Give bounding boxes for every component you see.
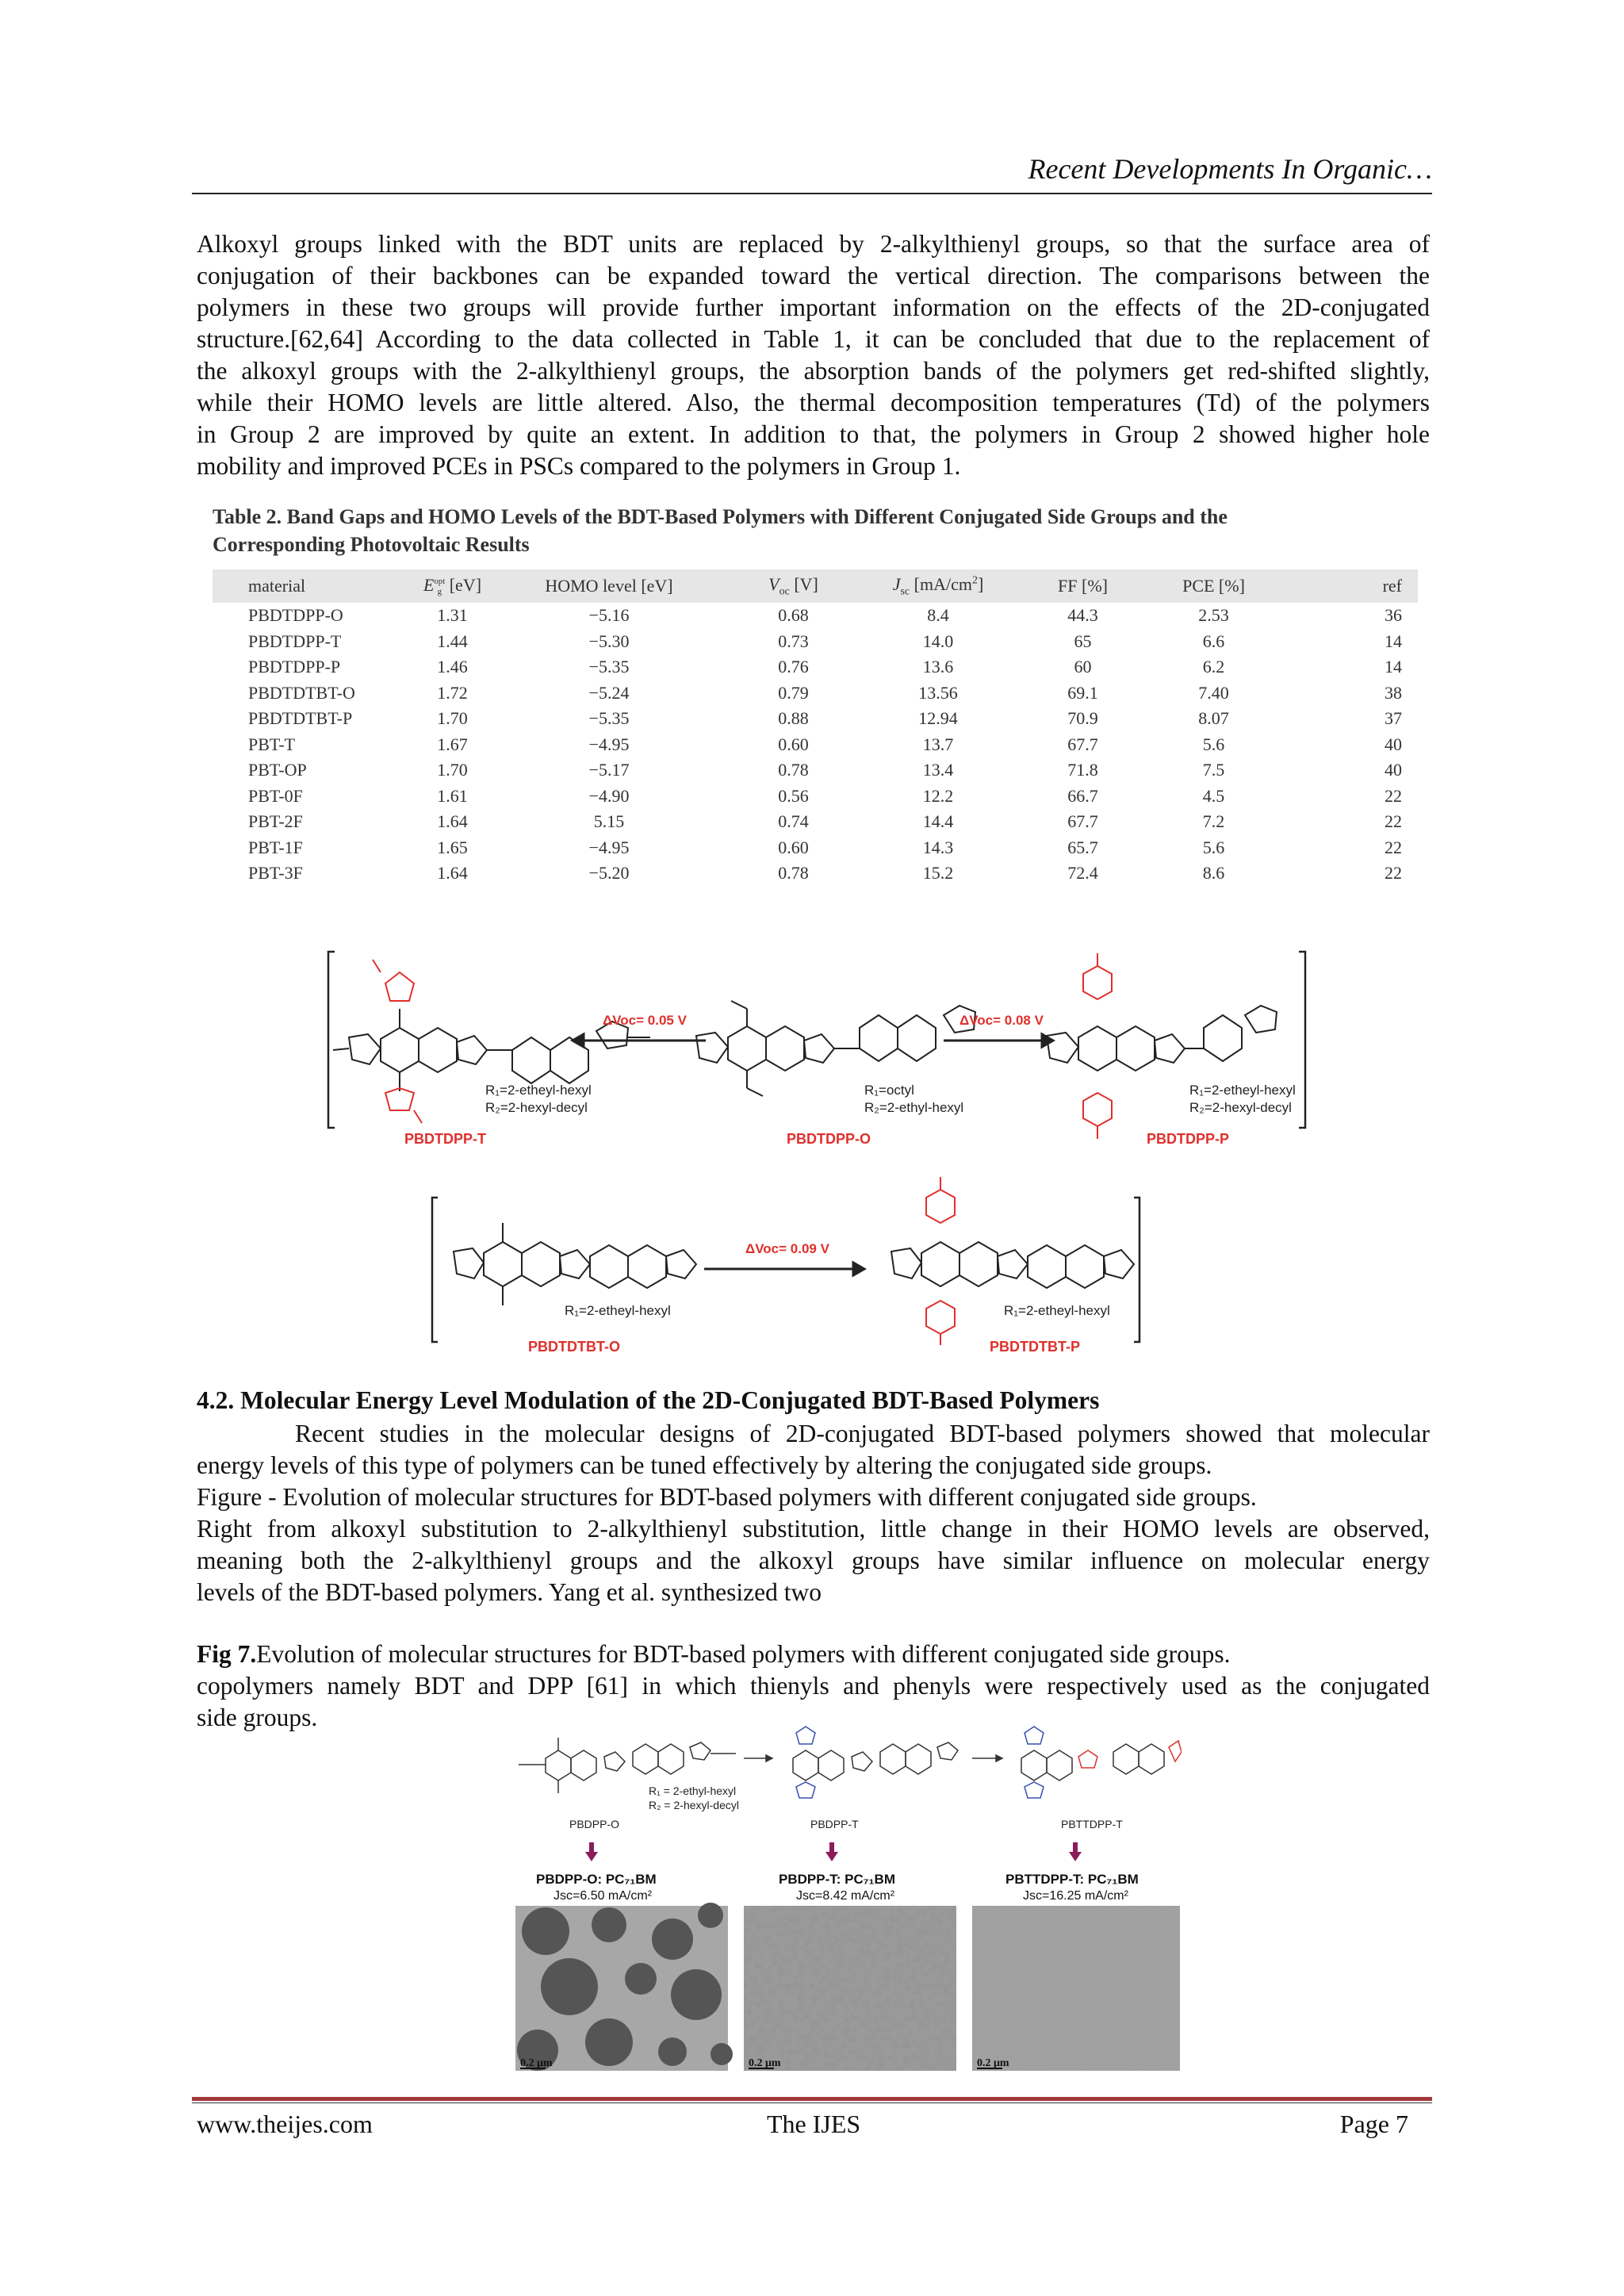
- r-group-definition: R₁=2-etheyl-hexyl: [1189, 1083, 1296, 1098]
- r-group-definition: R₁=octyl: [864, 1083, 914, 1098]
- table-cell: PBDTDPP-O: [248, 605, 343, 626]
- table-cell: 15.2: [922, 863, 954, 884]
- subscript: g: [437, 586, 442, 596]
- r-group-definition: R₂=2-hexyl-decyl: [1189, 1100, 1292, 1115]
- text-line: mobility and improved PCEs in PSCs compared to the polymers in Group 1.: [197, 452, 961, 480]
- text-line: structure.[62,64] According to the data collected in Table 1, it can be concluded that due to the replacement of: [197, 325, 1430, 353]
- polymer-name: PBDTDPP-O: [787, 1131, 871, 1147]
- col-header-material: material: [213, 569, 415, 603]
- table-cell: 6.2: [1202, 657, 1225, 677]
- table-row: [213, 680, 1418, 707]
- table-cell: −5.17: [588, 760, 630, 780]
- text-line: meaning both the 2-alkylthienyl groups and the alkoxyl groups have similar influence on molecular energy: [197, 1547, 1430, 1574]
- r-group-definition: R₂ = 2-hexyl-decyl: [649, 1799, 739, 1811]
- table-row: [213, 809, 1418, 835]
- bracket-left-2: [432, 1198, 438, 1342]
- table-cell: 0.76: [778, 657, 809, 677]
- col-header-homo: HOMO level [eV]: [490, 569, 728, 603]
- table-cell: 22: [1385, 811, 1402, 832]
- col-header-jsc-unit-close: ]: [977, 573, 984, 594]
- table-cell: 40: [1385, 734, 1402, 754]
- table-cell: 71.8: [1067, 760, 1098, 780]
- table-cell: 8.6: [1202, 863, 1225, 884]
- table-cell: 1.31: [437, 605, 468, 626]
- col-header-voc: [728, 569, 859, 603]
- table-caption: [213, 503, 1418, 558]
- table-cell: 66.7: [1067, 785, 1098, 806]
- header-rule: [192, 193, 1432, 194]
- blend-label: PBTTDPP-T: PC₇₁BM: [1005, 1872, 1139, 1887]
- section-heading: 4.2. Molecular Energy Level Modulation of the 2D-Conjugated BDT-Based Polymers: [197, 1386, 1100, 1414]
- table-cell: 12.94: [918, 708, 958, 729]
- col-header-ff: FF [%]: [1017, 569, 1148, 603]
- figure-label: Fig 7.: [197, 1640, 257, 1668]
- bracket-right: [1299, 952, 1305, 1128]
- structure-pbdtdtbt-p: [891, 1177, 1134, 1345]
- text-line: while their HOMO levels are little altered. Also, the thermal decomposition temperatures (Td) of the polymers: [197, 389, 1430, 416]
- table-cell: 1.46: [437, 657, 468, 677]
- superscript: 2: [971, 574, 978, 587]
- table-cell: −4.95: [588, 734, 630, 754]
- text-line: in Group 2 are improved by quite an extent. In addition to that, the polymers in Group 2 showed higher hole: [197, 420, 1430, 448]
- table-cell: −5.35: [588, 708, 630, 729]
- subscript: oc: [779, 585, 790, 598]
- table-cell: 38: [1385, 682, 1402, 703]
- table-cell: PBT-3F: [248, 863, 303, 884]
- table-cell: 14: [1385, 657, 1402, 677]
- table-cell: 36: [1385, 605, 1402, 626]
- table-cell: 69.1: [1067, 682, 1098, 703]
- polymer-name: PBDPP-T: [810, 1818, 859, 1830]
- subscript: sc: [900, 585, 910, 598]
- table-caption-line: Corresponding Photovoltaic Results: [213, 533, 530, 556]
- table-cell: 5.6: [1202, 837, 1225, 857]
- table-row: [213, 835, 1418, 861]
- table-cell: 4.5: [1202, 785, 1225, 806]
- table-cell: PBDTDPP-P: [248, 657, 341, 677]
- table-body: [213, 603, 1418, 887]
- table-row: [213, 784, 1418, 810]
- structure-pbdpp-t: [793, 1727, 958, 1798]
- polymer-structure-scheme: [317, 936, 1316, 1356]
- table-cell: PBDTDPP-T: [248, 631, 342, 651]
- footer-website: www.theijes.com: [197, 2110, 373, 2138]
- footer-rule-thin: [192, 2102, 1432, 2103]
- table-cell: 67.7: [1067, 734, 1098, 754]
- table-cell: 8.07: [1198, 708, 1229, 729]
- footer-rule: [192, 2097, 1432, 2101]
- table-cell: 13.56: [918, 682, 958, 703]
- col-header-bandgap-symbol: E: [423, 575, 435, 596]
- table-row: [213, 629, 1418, 655]
- table-cell: PBT-1F: [248, 837, 303, 857]
- table-cell: 1.61: [437, 785, 468, 806]
- r-group-definition: R₂=2-hexyl-decyl: [485, 1100, 588, 1115]
- table-cell: 1.65: [437, 837, 468, 857]
- delta-voc-label: ΔVoc= 0.09 V: [745, 1241, 829, 1256]
- table-cell: 40: [1385, 760, 1402, 780]
- table-cell: 12.2: [922, 785, 954, 806]
- text-line: the alkoxyl groups with the 2-alkylthienyl groups, the absorption bands of the polymers get red-shifted slightly,: [197, 357, 1430, 385]
- text-line: conjugation of their backbones can be expanded toward the vertical direction. The comparisons between the: [197, 262, 1430, 289]
- table-cell: 13.7: [922, 734, 954, 754]
- structure-pbdtdpp-o: [696, 1001, 975, 1096]
- table-cell: 72.4: [1067, 863, 1098, 884]
- table-row: [213, 603, 1418, 629]
- table-cell: 0.88: [778, 708, 809, 729]
- table-cell: 2.53: [1198, 605, 1229, 626]
- jsc-value: Jsc=8.42 mA/cm²: [796, 1889, 895, 1903]
- table-row: [213, 861, 1418, 887]
- table-cell: 1.70: [437, 708, 468, 729]
- table-cell: PBT-OP: [248, 760, 307, 780]
- table-cell: PBDTDTBT-O: [248, 682, 355, 703]
- table-cell: 1.70: [437, 760, 468, 780]
- table-cell: 7.2: [1202, 811, 1225, 832]
- table-row: [213, 706, 1418, 732]
- text-line: copolymers namely BDT and DPP [61] in which thienyls and phenyls were respectively used as the conjugated: [197, 1672, 1430, 1700]
- r-group-definition: R₁=2-etheyl-hexyl: [485, 1083, 592, 1098]
- table-cell: 0.79: [778, 682, 809, 703]
- table-cell: 0.60: [778, 734, 809, 754]
- r-group-definition: R₂=2-ethyl-hexyl: [864, 1100, 964, 1115]
- table-cell: 37: [1385, 708, 1402, 729]
- table-cell: 0.73: [778, 631, 809, 651]
- figure-caption-text: Evolution of molecular structures for BDT-based polymers with different conjugated side groups.: [256, 1640, 1231, 1668]
- blend-label: PBDPP-T: PC₇₁BM: [779, 1872, 895, 1887]
- table-cell: 7.5: [1202, 760, 1225, 780]
- footer-journal: The IJES: [767, 2110, 861, 2138]
- text-line: energy levels of this type of polymers can be tuned effectively by altering the conjugated side groups.: [197, 1451, 1212, 1479]
- text-line: Alkoxyl groups linked with the BDT units are replaced by 2-alkylthienyl groups, so that the surface area of: [197, 230, 1430, 258]
- table-cell: 22: [1385, 837, 1402, 857]
- intro-paragraph: [197, 228, 1430, 482]
- delta-voc-label: ΔVoc= 0.08 V: [959, 1013, 1044, 1028]
- table-cell: 1.64: [437, 863, 468, 884]
- table-cell: 0.78: [778, 863, 809, 884]
- scale-bar-label: 0.2 μm: [977, 2057, 1009, 2069]
- col-header-jsc: [859, 569, 1017, 603]
- footer-page-number: Page 7: [1339, 2110, 1408, 2138]
- table-cell: 5.6: [1202, 734, 1225, 754]
- running-header-title: Recent Developments In Organic…: [1028, 153, 1432, 185]
- table-cell: PBDTDTBT-P: [248, 708, 353, 729]
- table-cell: −5.16: [588, 605, 630, 626]
- text-line: Right from alkoxyl substitution to 2-alkylthienyl substitution, little change in their HOMO levels are observed,: [197, 1515, 1430, 1543]
- table-cell: 7.40: [1198, 682, 1229, 703]
- table-cell: 67.7: [1067, 811, 1098, 832]
- table-cell: 22: [1385, 785, 1402, 806]
- table-cell: 0.60: [778, 837, 809, 857]
- table-cell: PBT-T: [248, 734, 296, 754]
- section-paragraph: [197, 1418, 1430, 1608]
- jsc-value: Jsc=6.50 mA/cm²: [553, 1889, 653, 1903]
- bracket-right-2: [1134, 1198, 1139, 1342]
- table-cell: 1.44: [437, 631, 468, 651]
- table-cell: 0.74: [778, 811, 809, 832]
- table-cell: −5.24: [588, 682, 630, 703]
- table-cell: −4.90: [588, 785, 630, 806]
- table-cell: 1.67: [437, 734, 468, 754]
- table-cell: 13.6: [922, 657, 954, 677]
- table-cell: 6.6: [1202, 631, 1225, 651]
- table-cell: 60: [1074, 657, 1092, 677]
- bracket-left: [328, 952, 335, 1128]
- text-line: levels of the BDT-based polymers. Yang et al. synthesized two: [197, 1578, 822, 1606]
- polymer-name: PBDTDTBT-O: [528, 1339, 620, 1355]
- table-cell: 14.3: [922, 837, 954, 857]
- scale-bar-label: 0.2 μm: [749, 2057, 781, 2069]
- text-line: side groups.: [197, 1704, 318, 1731]
- table-row: [213, 654, 1418, 680]
- structure-pbdtdtbt-o: [454, 1223, 696, 1305]
- blend-label: PBDPP-O: PC₇₁BM: [536, 1872, 657, 1887]
- tem-image-pbdpp-o: [515, 1903, 733, 2071]
- r-group-definition: R₁ = 2-ethyl-hexyl: [649, 1784, 737, 1797]
- table-cell: 44.3: [1067, 605, 1098, 626]
- jsc-value: Jsc=16.25 mA/cm²: [1023, 1889, 1128, 1903]
- r-group-definition: R₁=2-etheyl-hexyl: [1004, 1303, 1110, 1318]
- polymer-name: PBTTDPP-T: [1061, 1818, 1123, 1830]
- table-cell: 70.9: [1067, 708, 1098, 729]
- table-cell: 1.64: [437, 811, 468, 832]
- tem-image-pbttdpp-t: [972, 1906, 1180, 2071]
- table-cell: 0.78: [778, 760, 809, 780]
- col-header-voc-unit: [V]: [789, 573, 818, 594]
- table-cell: 65: [1074, 631, 1092, 651]
- table-cell: 14.0: [922, 631, 954, 651]
- data-table: [213, 569, 1418, 887]
- table-cell: 5.15: [593, 811, 625, 832]
- table-cell: 13.4: [922, 760, 954, 780]
- col-header-voc-symbol: V: [768, 573, 779, 594]
- table-cell: 0.68: [778, 605, 809, 626]
- delta-voc-label: ΔVoc= 0.05 V: [603, 1013, 687, 1028]
- table-cell: 65.7: [1067, 837, 1098, 857]
- polymer-name: PBDPP-O: [569, 1818, 620, 1830]
- structure-pbttdpp-t: [1021, 1727, 1182, 1798]
- table-cell: PBT-0F: [248, 785, 303, 806]
- table-caption-line: Table 2. Band Gaps and HOMO Levels of the BDT-Based Polymers with Different Conjugated Side Groups and the: [213, 505, 1228, 528]
- col-header-pce: PCE [%]: [1148, 569, 1279, 603]
- table-cell: 8.4: [927, 605, 949, 626]
- table-row: [213, 732, 1418, 758]
- table-cell: 0.56: [778, 785, 809, 806]
- col-header-jsc-symbol: J: [892, 573, 901, 594]
- scale-bar-label: 0.2 μm: [520, 2057, 553, 2069]
- table-cell: −5.35: [588, 657, 630, 677]
- table-cell: 14.4: [922, 811, 954, 832]
- polymer-name: PBDTDPP-T: [404, 1131, 486, 1147]
- polymer-name: PBDTDPP-P: [1147, 1131, 1230, 1147]
- figure-caption-line: [197, 1639, 1430, 1670]
- figure-caption-paragraph: [197, 1639, 1430, 1734]
- col-header-jsc-unit: [mA/cm: [910, 573, 972, 594]
- text-line: Figure - Evolution of molecular structures for BDT-based polymers with different conjugated side groups.: [197, 1483, 1257, 1511]
- table-cell: 1.72: [437, 682, 468, 703]
- tem-image-pbdpp-t: [744, 1906, 956, 2071]
- superscript: opt: [434, 576, 446, 586]
- polymer-name: PBDTDTBT-P: [990, 1339, 1080, 1355]
- table-cell: −4.95: [588, 837, 630, 857]
- table-cell: PBT-2F: [248, 811, 303, 832]
- table-cell: 22: [1385, 863, 1402, 884]
- table-header-row: [213, 569, 1418, 603]
- text-line: polymers in these two groups will provide further important information on the effects of the 2D-conjugated: [197, 293, 1430, 321]
- text-line: Recent studies in the molecular designs of 2D-conjugated BDT-based polymers showed that molecular: [295, 1420, 1430, 1447]
- col-header-bandgap: [415, 569, 490, 603]
- figure-7: [514, 1725, 1182, 2074]
- table-row: [213, 757, 1418, 784]
- col-header-ref: ref: [1279, 569, 1418, 603]
- table-cell: −5.20: [588, 863, 630, 884]
- col-header-bandgap-unit: [eV]: [445, 575, 482, 596]
- table-cell: 14: [1385, 631, 1402, 651]
- table-cell: −5.30: [588, 631, 630, 651]
- r-group-definition: R₁=2-etheyl-hexyl: [565, 1303, 671, 1318]
